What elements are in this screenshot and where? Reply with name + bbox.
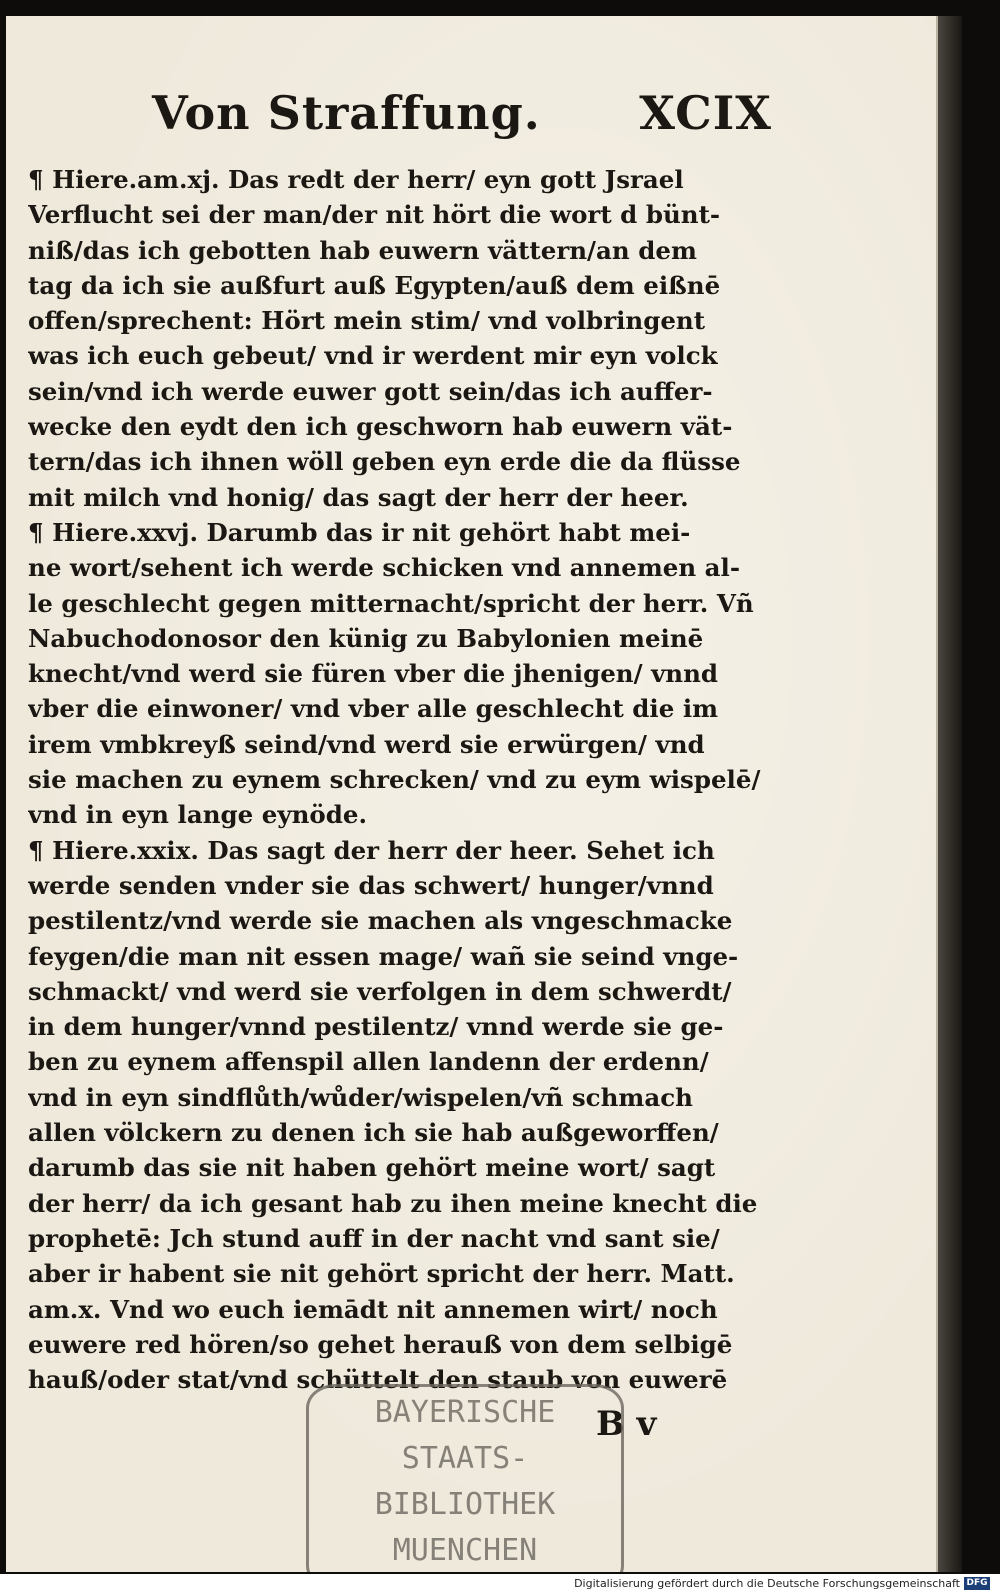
text-block [28,162,788,1397]
text-line: vnd in eyn sindflůth/wůder/wispelen/vñ schmach [28,1082,693,1112]
text-line: in dem hunger/vnnd pestilentz/ vnnd werde sie ge- [28,1012,724,1042]
text-line: was ich euch gebeut/ vnd ir werdent mir eyn volck [28,341,718,371]
text-line: le geschlecht gegen mitternacht/spricht der herr. Vñ [28,588,754,618]
text-line: werde senden vnder sie das schwert/ hunger/vnnd [28,870,714,900]
text-line: vnd in eyn lange eynöde. [28,800,367,830]
folio-number: XCIX [639,86,772,140]
signature-mark: B v [596,1404,657,1444]
text-line: offen/sprechent: Hört mein stim/ vnd volbringent [28,306,706,336]
text-line: am.x. Vnd wo euch iemādt nit annemen wirt/ noch [28,1294,718,1324]
library-stamp [306,1384,624,1572]
text-line: ¶ Hiere.am.xj. Das redt der herr/ eyn gott Jsrael [28,165,684,194]
text-line: pestilentz/vnd werde sie machen als vngeschmacke [28,906,733,936]
text-line: sein/vnd ich werde euwer gott sein/das ich auffer- [28,376,713,406]
stamp-line: MUENCHEN [392,1533,538,1568]
text-line: aber ir habent sie nit gehört spricht der herr. Matt. [28,1259,735,1289]
text-line: ¶ Hiere.xxvj. Darumb das ir nit gehört habt mei- [28,517,691,547]
text-line: sie machen zu eynem schrecken/ vnd zu eym wispelē/ [28,765,761,795]
stamp-line: STAATS- [401,1441,529,1476]
text-line: euwere red hören/so gehet herauß von dem selbigē [28,1329,733,1359]
text-line: Verflucht sei der man/der nit hört die wort d bünt- [28,200,721,230]
text-line: knecht/vnd werd sie füren vber die jhenigen/ vnnd [28,659,719,689]
text-line: mit milch vnd honig/ das sagt der herr der heer. [28,482,689,512]
text-line: der herr/ da ich gesant hab zu ihen meine knecht die [28,1188,758,1218]
dfg-logo-icon: DFG [964,1577,990,1590]
text-line: prophetē: Jch stund auff in der nacht vnd sant sie/ [28,1223,720,1253]
text-line: ben zu eynem affenspil allen landenn der erdenn/ [28,1047,709,1077]
text-line: ne wort/sehent ich werde schicken vnd annemen al- [28,553,741,583]
text-line: schmackt/ vnd werd sie verfolgen in dem schwerdt/ [28,976,732,1006]
digitization-footer [0,1574,1000,1594]
text-line: tag da ich sie außfurt auß Egypten/auß dem eißnē [28,270,721,300]
text-line: tern/das ich ihnen wöll geben eyn erde die da flüsse [28,447,741,477]
text-line: allen völckern zu denen ich sie hab außgeworffen/ [28,1118,719,1148]
stamp-line: BIBLIOTHEK [374,1487,556,1522]
text-line: Nabuchodonosor den künig zu Babylonien meinē [28,623,704,653]
text-line: feygen/die man nit essen mage/ wañ sie seind vnge- [28,941,739,971]
text-line: ¶ Hiere.xxix. Das sagt der herr der heer. Sehet ich [28,835,715,865]
text-line: irem vmbkreyß seind/vnd werd sie erwürgen/ vnd [28,729,705,759]
binding-gutter [938,16,962,1572]
text-line: niß/das ich gebotten hab euwern vättern/an dem [28,235,697,265]
funding-note: Digitalisierung gefördert durch die Deutsche Forschungsgemeinschaft [574,1577,960,1590]
text-line: hauß/oder stat/vnd schüttelt den staub von euwerē [28,1365,728,1395]
stamp-line: BAYERISCHE [374,1395,556,1430]
text-line: darumb das sie nit haben gehört meine wort/ sagt [28,1153,716,1183]
running-title: Von Straffung. [152,86,541,140]
text-line: wecke den eydt den ich geschworn hab euwern vät- [28,412,733,442]
text-line: vber die einwoner/ vnd vber alle geschlecht die im [28,694,719,724]
running-header [152,86,772,156]
book-page [6,16,938,1572]
